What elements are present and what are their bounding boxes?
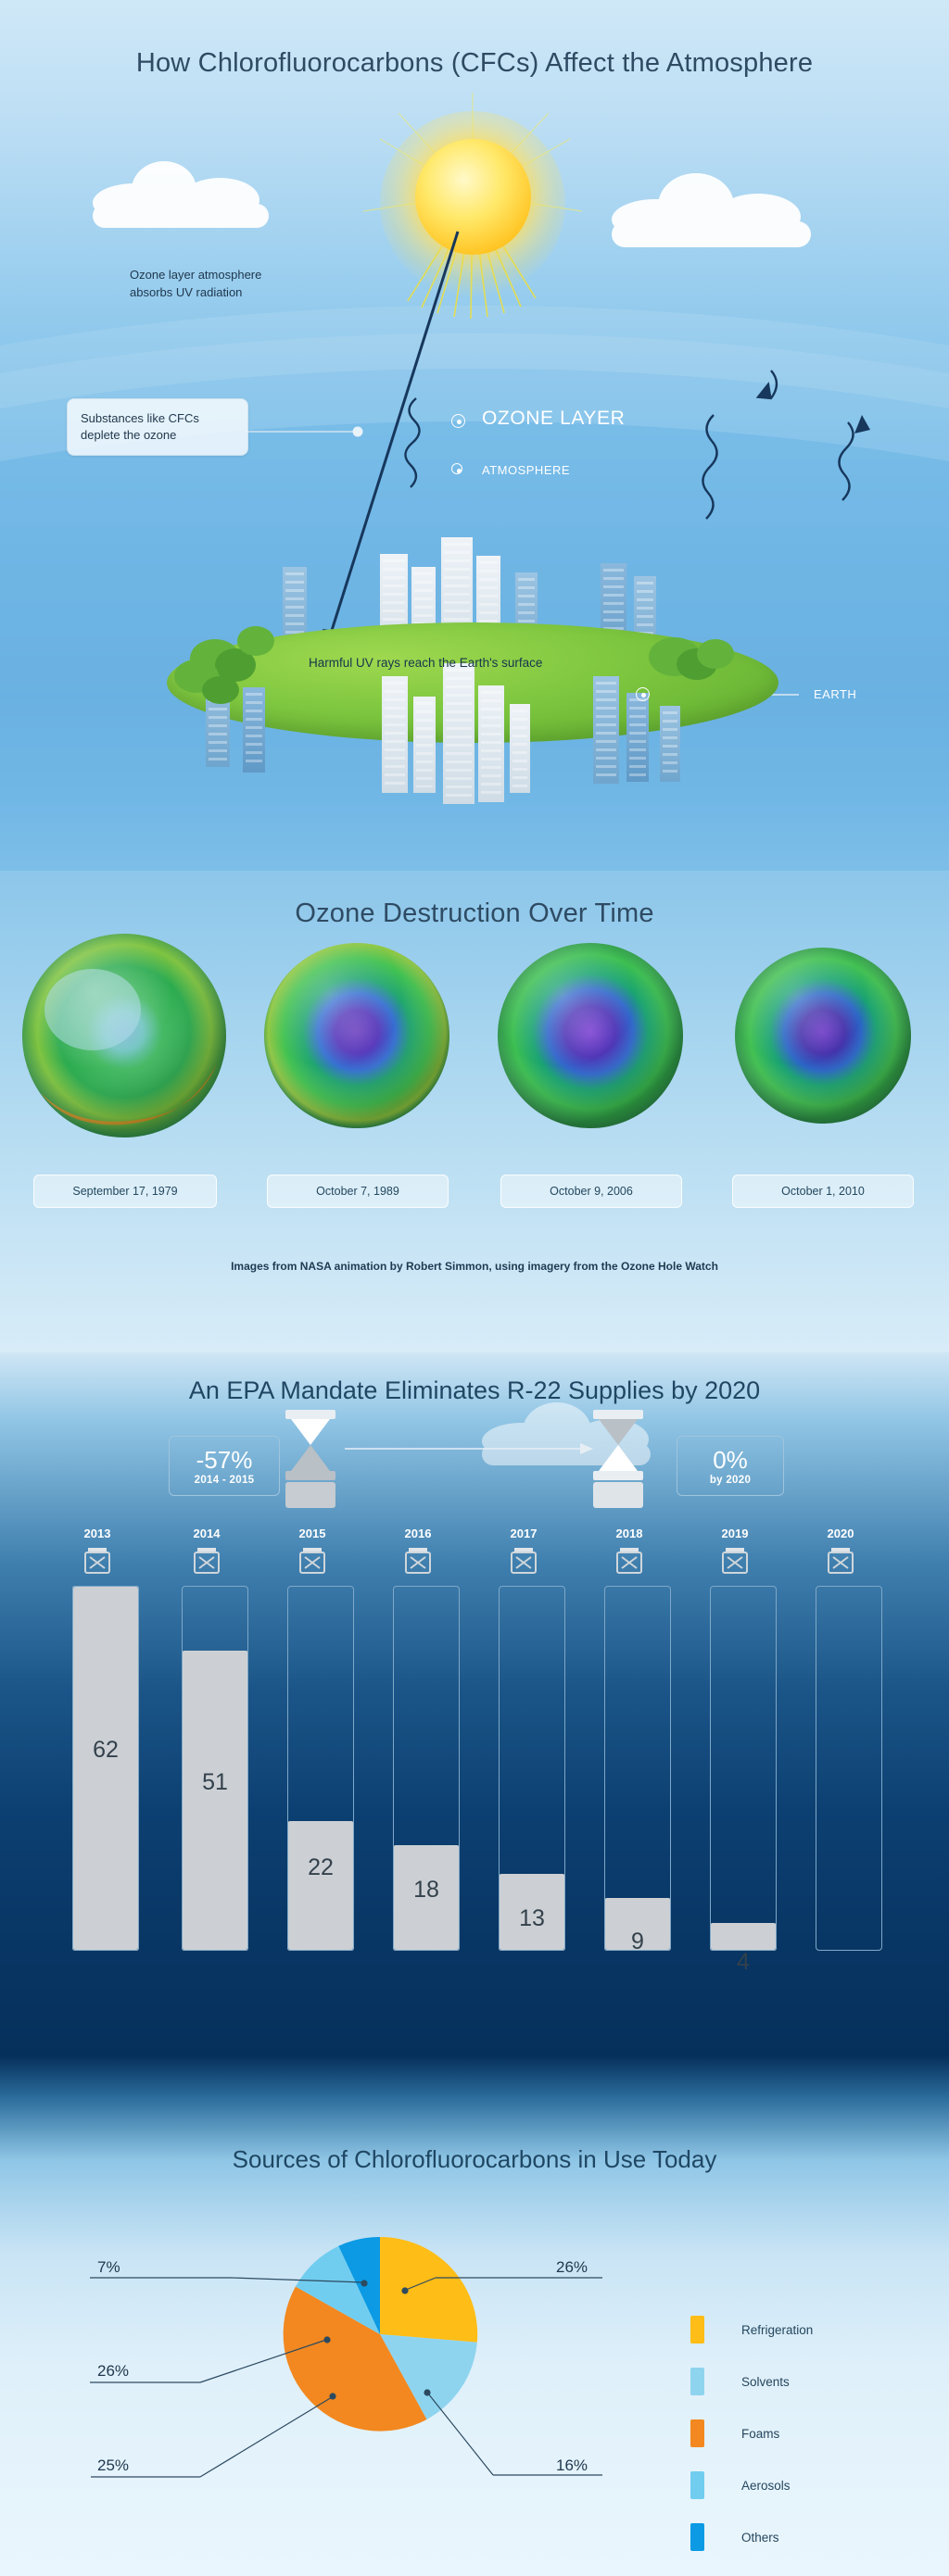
bar-frame [499, 1586, 565, 1951]
ozone-layer-label: OZONE LAYER [482, 408, 626, 429]
legend-label-solvents: Solvents [741, 2375, 790, 2389]
ozone-section-title: Ozone Destruction Over Time [295, 898, 654, 928]
badge-sub: 2014 - 2015 [194, 1475, 255, 1486]
bar-2013 [72, 1586, 139, 1951]
cylinder-cap-icon [165, 1545, 248, 1581]
bar-value: 62 [93, 1737, 119, 1763]
cylinder-cap-icon [588, 1545, 671, 1581]
bar-year-label: 2019 [721, 1527, 749, 1540]
building [626, 693, 649, 782]
bar-value: 51 [202, 1769, 228, 1795]
surface-note: Harmful UV rays reach the Earth's surface [309, 656, 543, 670]
bar-frame [816, 1586, 882, 1951]
bar-year-label: 2018 [615, 1527, 643, 1540]
image-credit: Images from NASA animation by Robert Simmon, using imagery from the Ozone Hole Watch [231, 1260, 718, 1273]
legend-swatch-aerosols [690, 2471, 704, 2499]
bar-2019 [710, 1586, 777, 1975]
bar-2020 [816, 1586, 882, 1951]
badge-sub: by 2020 [709, 1475, 752, 1486]
legend-label-aerosols: Aerosols [741, 2479, 791, 2493]
globe-caption: October 7, 1989 [267, 1175, 449, 1208]
bar-2018 [604, 1586, 671, 1954]
badge-value: 0% [713, 1446, 748, 1474]
globe-caption: October 9, 2006 [500, 1175, 682, 1208]
bar-value: 13 [519, 1905, 545, 1931]
pie-label-refrigeration: 26% [556, 2258, 588, 2276]
pie-label-aerosols: 26% [97, 2362, 130, 2380]
atmosphere-marker-icon [451, 463, 462, 474]
globe-caption: October 1, 2010 [732, 1175, 914, 1208]
cylinder-cap-icon [56, 1545, 139, 1581]
ozone-destruction-section [0, 871, 949, 1352]
legend-swatch-refrigeration [690, 2316, 704, 2344]
cylinder-cap-icon [693, 1545, 777, 1581]
earth-marker-icon [636, 687, 650, 701]
cfc-callout: Substances like CFCs deplete the ozone [67, 398, 248, 456]
bar-frame [604, 1586, 671, 1951]
atmosphere-label: ATMOSPHERE [482, 463, 571, 477]
building [478, 685, 504, 802]
ozone-layer-marker-icon [451, 414, 465, 428]
earth-label: EARTH [814, 687, 857, 701]
pie-label-foams: 25% [97, 2457, 130, 2474]
hourglass-icon [593, 1410, 643, 1508]
sources-pie-section [0, 2056, 949, 2576]
hourglass-icon [285, 1410, 335, 1508]
sun-note: Ozone layer atmosphere absorbs UV radiation [130, 268, 262, 299]
bar-value: 9 [631, 1929, 644, 1954]
page-title: How Chlorofluorocarbons (CFCs) Affect the Atmosphere [135, 48, 814, 78]
bar-2015 [287, 1586, 354, 1951]
bar-year-label: 2013 [83, 1527, 111, 1540]
building [243, 687, 265, 773]
bar-2017 [499, 1586, 565, 1951]
legend-swatch-foams [690, 2419, 704, 2447]
building [382, 676, 408, 793]
cylinder-cap-icon [376, 1545, 460, 1581]
legend-swatch-solvents [690, 2368, 704, 2395]
bar-value: 18 [413, 1877, 439, 1903]
building [413, 697, 436, 793]
legend-swatch-others [690, 2523, 704, 2551]
bar-frame [72, 1586, 139, 1951]
bar-frame [393, 1586, 460, 1951]
building [660, 706, 680, 782]
pie-slice-refrigeration [380, 2237, 477, 2343]
building [443, 663, 474, 804]
building [510, 704, 530, 793]
pie-title: Sources of Chlorofluorocarbons in Use Today [232, 2145, 717, 2173]
ozone-globes [0, 871, 949, 1352]
pie-label-others: 7% [97, 2258, 120, 2276]
legend-label-refrigeration: Refrigeration [741, 2323, 814, 2337]
bar-frame [287, 1586, 354, 1951]
cylinder-cap-icon [799, 1545, 882, 1581]
bar-frame [182, 1586, 248, 1951]
badge-value: -57% [196, 1446, 253, 1474]
bar-year-label: 2015 [298, 1527, 326, 1540]
cylinder-cap-icon [271, 1545, 354, 1581]
bar-frame [710, 1586, 777, 1951]
cylinder-cap-icon [482, 1545, 565, 1581]
globe-caption: September 17, 1979 [33, 1175, 217, 1208]
hourglass-flow [0, 1352, 949, 2056]
r22-chart-section [0, 1352, 949, 2056]
bar-value: 22 [308, 1854, 334, 1880]
bar-year-label: 2016 [404, 1527, 432, 1540]
bar-year-label: 2014 [193, 1527, 221, 1540]
pie-chart [0, 2056, 949, 2576]
bar-2014 [182, 1586, 248, 1951]
atmosphere-section [0, 0, 949, 871]
bar-year-label: 2017 [510, 1527, 538, 1540]
bar-value: 4 [737, 1949, 750, 1975]
bar-2016 [393, 1586, 460, 1951]
legend-label-others: Others [741, 2531, 779, 2545]
pie-label-solvents: 16% [556, 2457, 588, 2474]
legend-label-foams: Foams [741, 2427, 780, 2441]
building [593, 676, 619, 784]
r22-title: An EPA Mandate Eliminates R-22 Supplies by 2020 [188, 1376, 761, 1404]
bar-year-label: 2020 [827, 1527, 854, 1540]
